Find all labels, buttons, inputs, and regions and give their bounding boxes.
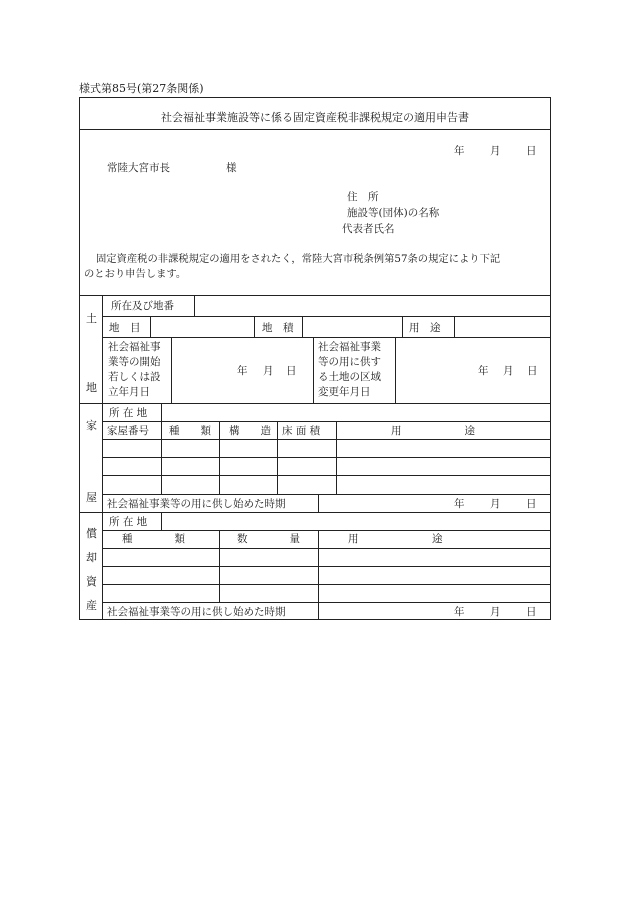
statement-line-1: 固定資産税の非課税規定の適用をされたく，常陸大宮市税条例第57条の規定により下記 [96, 253, 501, 265]
divider [102, 584, 550, 585]
header-date-day: 日 [526, 145, 537, 157]
house-col-use: 用 途 [391, 425, 475, 437]
divider [102, 316, 550, 317]
depreciable-start-use-label: 社会福祉事業等の用に供し始めた時期 [107, 606, 286, 618]
land-section-char-1: 土 [86, 312, 97, 325]
divider [102, 337, 550, 338]
depreciable-row-2-kind[interactable] [104, 568, 217, 582]
house-row-1-structure[interactable] [221, 441, 275, 455]
depreciable-row-1-kind[interactable] [104, 550, 217, 564]
house-start-use-day: 日 [526, 498, 537, 510]
divider [395, 337, 396, 403]
applicant-address-label: 住 所 [347, 191, 379, 203]
divider [318, 530, 319, 620]
house-start-use-month: 月 [490, 498, 501, 510]
depreciable-location-field[interactable] [163, 513, 547, 528]
divider [102, 457, 550, 458]
land-change-month: 月 [503, 365, 514, 377]
depreciable-location-label: 所 在 地 [109, 516, 148, 528]
divider [302, 316, 303, 337]
house-row-2-floor-area[interactable] [279, 459, 334, 473]
form-number: 様式第85号(第27条関係) [79, 82, 204, 95]
depreciable-section-char-1: 償 [86, 527, 97, 540]
divider [102, 602, 550, 603]
divider [102, 566, 550, 567]
land-start-day: 日 [286, 365, 297, 377]
applicant-representative-label: 代表者氏名 [342, 223, 395, 235]
land-change-date-field[interactable] [397, 339, 548, 401]
house-row-1-number[interactable] [104, 441, 159, 455]
land-section-char-2: 地 [86, 381, 97, 394]
divider [150, 316, 151, 337]
depreciable-col-kind: 種 類 [122, 533, 185, 545]
divider [313, 337, 314, 403]
land-chimoku-field[interactable] [152, 318, 252, 335]
house-row-2-use[interactable] [338, 459, 547, 473]
land-location-field[interactable] [196, 297, 546, 314]
land-chimoku-label: 地 目 [109, 322, 141, 334]
house-col-kind: 種 類 [169, 425, 211, 437]
depreciable-row-2-use[interactable] [320, 568, 547, 582]
land-change-year: 年 [478, 365, 489, 377]
land-start-date-field[interactable] [173, 339, 310, 401]
divider [171, 337, 172, 403]
depreciable-row-1-use[interactable] [320, 550, 547, 564]
application-form [79, 97, 551, 620]
depreciable-start-use-month: 月 [490, 606, 501, 618]
house-start-use-year: 年 [454, 498, 465, 510]
header-date-year: 年 [454, 145, 465, 157]
land-start-year: 年 [237, 365, 248, 377]
land-chiseki-label: 地 積 [262, 322, 294, 334]
depreciable-row-1-quantity[interactable] [221, 550, 316, 564]
divider [454, 316, 455, 337]
depreciable-row-3-kind[interactable] [104, 586, 217, 600]
house-row-2-structure[interactable] [221, 459, 275, 473]
house-col-floor-area: 床 面 積 [282, 425, 321, 437]
land-location-label: 所在及び地番 [111, 300, 174, 312]
land-change-day: 日 [527, 365, 538, 377]
divider [161, 403, 162, 421]
house-location-label: 所 在 地 [109, 407, 148, 419]
depreciable-start-use-day: 日 [526, 606, 537, 618]
house-row-3-floor-area[interactable] [279, 477, 334, 492]
depreciable-start-use-field[interactable] [320, 604, 547, 618]
land-start-date-label: 社会福祉事 業等の開始 若しくは設 立年月日 [108, 341, 161, 398]
house-row-1-floor-area[interactable] [279, 441, 334, 455]
depreciable-col-use: 用 途 [348, 533, 443, 545]
depreciable-row-2-quantity[interactable] [221, 568, 316, 582]
land-chiseki-field[interactable] [304, 318, 400, 335]
house-section-char-1: 家 [86, 419, 97, 432]
applicant-facility-label: 施設等(団体)の名称 [347, 207, 440, 219]
divider [102, 530, 550, 531]
land-youto-field[interactable] [456, 318, 548, 335]
land-youto-label: 用 途 [409, 322, 441, 334]
header-date-month: 月 [490, 145, 501, 157]
house-section-char-2: 屋 [86, 491, 97, 504]
house-row-3-kind[interactable] [163, 477, 217, 492]
divider [402, 316, 403, 337]
depreciable-section-char-4: 産 [86, 599, 97, 612]
divider [318, 494, 319, 512]
land-change-date-label: 社会福祉事業 等の用に供す る土地の区域 変更年月日 [318, 341, 381, 398]
divider [194, 295, 195, 316]
depreciable-row-3-use[interactable] [320, 586, 547, 600]
divider [254, 316, 255, 337]
divider [80, 295, 550, 296]
house-start-use-label: 社会福祉事業等の用に供し始めた時期 [107, 498, 286, 510]
house-location-field[interactable] [163, 404, 547, 419]
applicant-address-field[interactable] [410, 188, 540, 202]
divider [161, 512, 162, 530]
house-row-2-number[interactable] [104, 459, 159, 473]
house-row-3-use[interactable] [338, 477, 547, 492]
form-title: 社会福祉事業施設等に係る固定資産税非課税規定の適用申告書 [161, 111, 469, 124]
depreciable-row-3-quantity[interactable] [221, 586, 316, 600]
house-row-3-number[interactable] [104, 477, 159, 492]
divider [102, 439, 550, 440]
house-row-1-use[interactable] [338, 441, 547, 455]
addressee-honorific: 様 [226, 162, 237, 174]
house-start-use-field[interactable] [320, 495, 547, 510]
depreciable-start-use-year: 年 [454, 606, 465, 618]
divider [102, 475, 550, 476]
divider [102, 548, 550, 549]
depreciable-col-quantity: 数 量 [237, 533, 300, 545]
house-row-3-structure[interactable] [221, 477, 275, 492]
depreciable-section-char-3: 資 [86, 575, 97, 588]
divider [102, 421, 550, 422]
depreciable-section-char-2: 却 [86, 551, 97, 564]
divider [80, 129, 550, 130]
addressee: 常陸大宮市長 [107, 162, 170, 174]
house-row-2-kind[interactable] [163, 459, 217, 473]
statement-line-2: のとおり申告します。 [84, 268, 187, 280]
house-row-1-kind[interactable] [163, 441, 217, 455]
applicant-representative-field[interactable] [410, 220, 540, 234]
house-col-number: 家屋番号 [107, 425, 149, 437]
applicant-facility-field[interactable] [458, 204, 543, 218]
house-col-structure: 構 造 [229, 425, 271, 437]
land-start-month: 月 [263, 365, 274, 377]
